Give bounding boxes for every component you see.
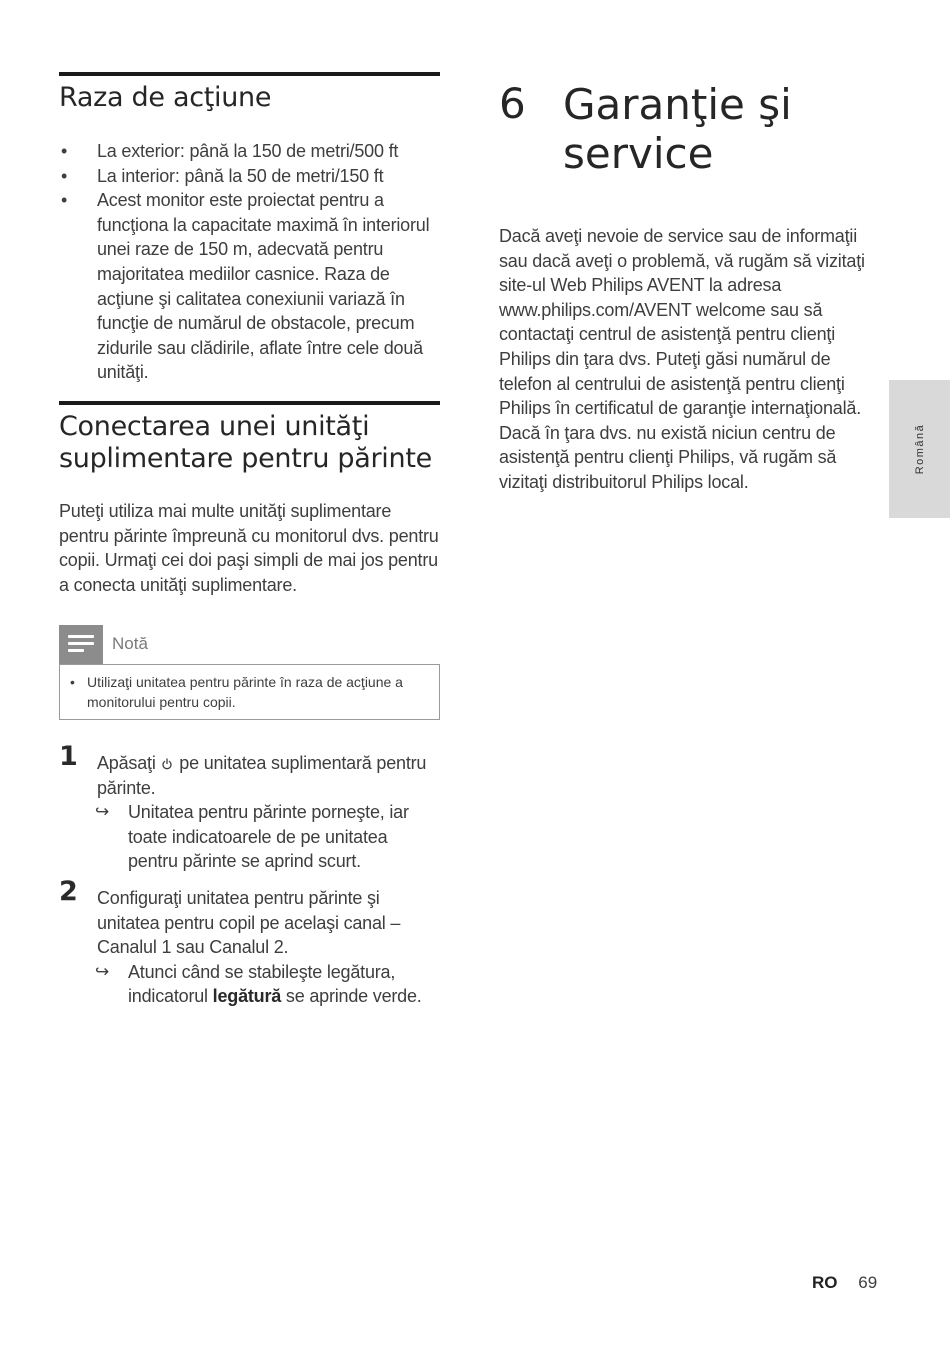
connect-section-title: Conectarea unei unităţi suplimentare pentru părinte — [59, 411, 432, 474]
list-item: • La exterior: până la 150 de metri/500 ft — [59, 139, 440, 164]
step-1 — [59, 741, 440, 874]
step-2 — [59, 876, 440, 1009]
step-number: 2 — [59, 876, 78, 907]
language-tab-label: Română — [913, 423, 926, 475]
page-footer — [812, 1273, 877, 1293]
chapter-number: 6 — [499, 79, 526, 128]
footer-language-code: RO — [812, 1273, 838, 1292]
step-text: Apăsaţi pe unitatea suplimentară pentru părinte. — [97, 753, 427, 798]
page-number: 69 — [858, 1273, 878, 1292]
section-rule-range — [59, 72, 440, 76]
range-section-title: Raza de acţiune — [59, 82, 272, 113]
list-item: • Utilizaţi unitatea pentru părinte în raza de acţiune a monitorului pentru copii. — [70, 674, 403, 710]
chapter-title: Garanţie şi service — [563, 80, 792, 178]
indicator-name: legătură — [212, 986, 282, 1007]
note-label: Notă — [112, 634, 148, 653]
step-text: Configuraţi unitatea pentru părinte şi unitatea pentru copil pe acelaşi canal – Canalul 1 sau Canalul 2. — [97, 888, 401, 958]
language-side-tab — [889, 380, 950, 518]
service-paragraph: Dacă aveţi nevoie de service sau de informaţii sau dacă aveţi o problemă, vă rugăm să vizitaţi site-ul Web Philips AVENT la adresa www.philips.com/AVENT welcome sau să contactaţi centrul de asistenţă pentru clienţi Philips din ţara dvs. Puteţi găsi numărul de telefon al centrului de asistenţă pentru clienţi Philips în certificatul de garanţie internaţională. Dacă în ţara dvs. nu există niciun centru de asistenţă pentru clienţi Philips, vă rugăm să vizitaţi distribuitorul Philips local. — [499, 226, 865, 492]
list-item: • Acest monitor este proiectat pentru a funcţiona la capacitate maximă în interiorul unei raze de 150 m, adecvată pentru majoritatea mediilor casnice. Raza de acţiune şi calitatea conexiunii variază în funcţie de numărul de obstacole, precum zidurile sau clădirile, aflate între cele două unităţi. — [61, 190, 430, 383]
bullet-dot-icon: • — [61, 165, 68, 186]
range-bullet-list — [59, 139, 440, 385]
power-icon — [162, 758, 172, 770]
step-result: ↪ Atunci când se stabileşte legătura, indicatorul legătură se aprinde verde. — [95, 961, 422, 1007]
bullet-dot-icon: • — [70, 674, 75, 690]
bullet-dot-icon: • — [61, 190, 68, 211]
bullet-dot-icon: • — [61, 141, 68, 161]
step-number: 1 — [59, 741, 78, 772]
step-result: ↪ Unitatea pentru părinte porneşte, iar toate indicatoarele de pe unitatea pentru părinte se aprind scurt. — [95, 802, 409, 872]
result-arrow-icon: ↪ — [95, 802, 110, 822]
note-icon — [59, 625, 103, 664]
result-arrow-icon: ↪ — [95, 961, 110, 981]
list-item: • La interior: până la 50 de metri/150 ft — [59, 164, 440, 189]
connect-intro: Puteţi utiliza mai multe unităţi suplimentare pentru părinte împreună cu monitorul dvs. pentru copii. Urmaţi cei doi paşi simpli de mai jos pentru a conecta unităţi suplimentare. — [59, 501, 439, 595]
section-rule-connect — [59, 401, 440, 405]
note-header — [59, 625, 440, 665]
note-box — [59, 664, 440, 720]
